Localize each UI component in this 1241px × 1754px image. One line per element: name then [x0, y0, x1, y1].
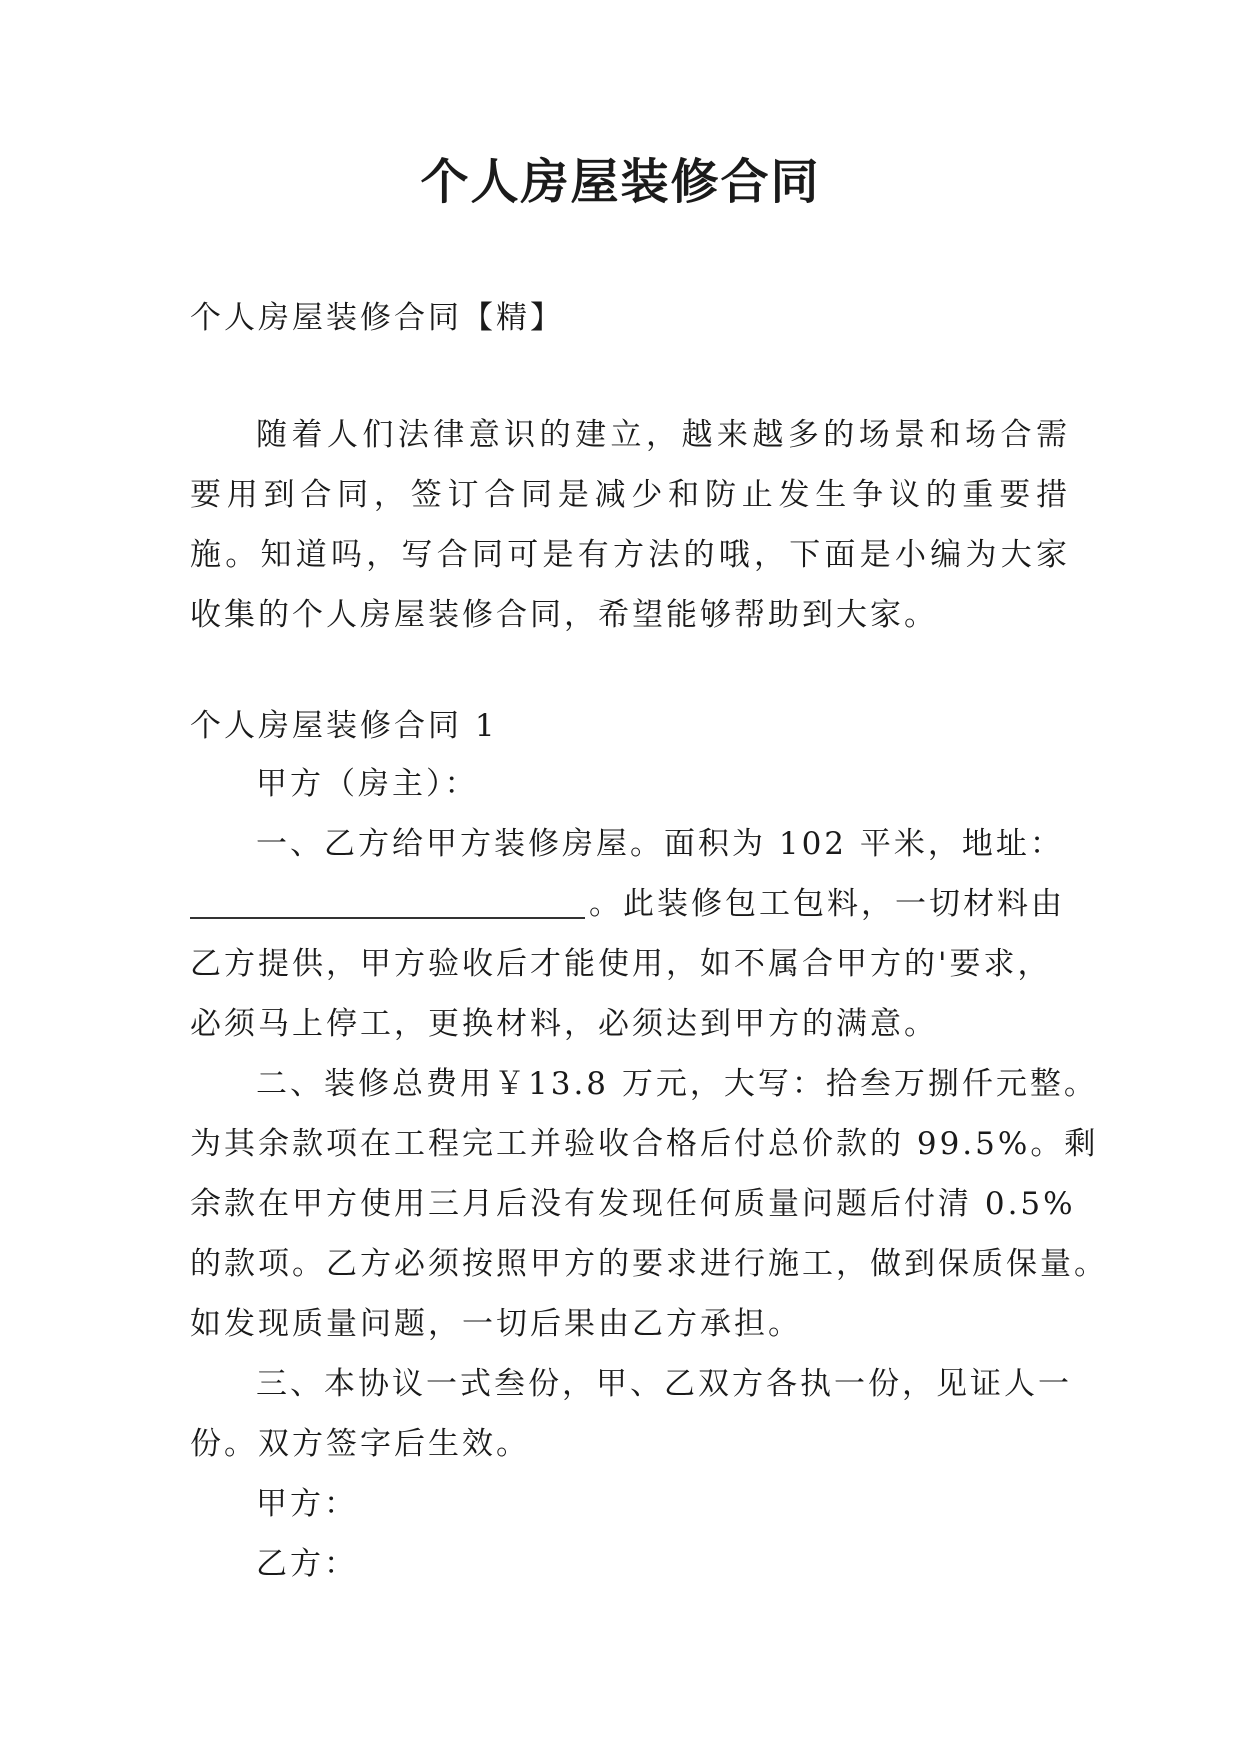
- address-blank-underline: [190, 917, 585, 919]
- document-subtitle: 个人房屋装修合同【精】: [190, 300, 564, 336]
- clause-3-line-2: 份。双方签字后生效。: [190, 1426, 530, 1462]
- clause-2-line-1: 二、装修总费用￥13.8 万元，大写：拾叁万捌仟元整。: [256, 1066, 1098, 1102]
- party-a-owner-line: 甲方（房主）：: [256, 766, 479, 802]
- clause-1-line-2: [190, 874, 1090, 934]
- section-heading: 个人房屋装修合同 1: [190, 708, 498, 744]
- clause-3-line-1: 三、本协议一式叁份，甲、乙双方各执一份，见证人一: [256, 1366, 1072, 1402]
- clause-2-line-2: 为其余款项在工程完工并验收合格后付总价款的 99.5%。剩: [190, 1126, 1099, 1162]
- clause-2-line-4: 的款项。乙方必须按照甲方的要求进行施工，做到保质保量。: [190, 1246, 1108, 1282]
- clause-2-line-3: 余款在甲方使用三月后没有发现任何质量问题后付清 0.5%: [190, 1186, 1076, 1222]
- party-b-signature-line: 乙方：: [256, 1546, 358, 1582]
- party-a-signature-line: 甲方：: [256, 1486, 358, 1522]
- clause-1-line-4: 必须马上停工，更换材料，必须达到甲方的满意。: [190, 1006, 938, 1042]
- clause-1-line-1: 一、乙方给甲方装修房屋。面积为 102 平米，地址：: [256, 826, 1064, 862]
- clause-1-line-3: 乙方提供，甲方验收后才能使用，如不属合甲方的'要求，: [190, 946, 1052, 982]
- page-title: 个人房屋装修合同: [420, 154, 821, 210]
- clause-1-line-2-text: 。此装修包工包料，一切材料由: [589, 886, 1065, 922]
- clause-2-line-5: 如发现质量问题，一切后果由乙方承担。: [190, 1306, 802, 1342]
- contract-body: [190, 754, 1108, 1594]
- intro-paragraph: 随着人们法律意识的建立，越来越多的场景和场合需要用到合同，签订合同是减少和防止发生争议的重要措施。知道吗，写合同可是有方法的哦，下面是小编为大家收集的个人房屋装修合同，希望能够帮助到大家。: [190, 417, 1070, 633]
